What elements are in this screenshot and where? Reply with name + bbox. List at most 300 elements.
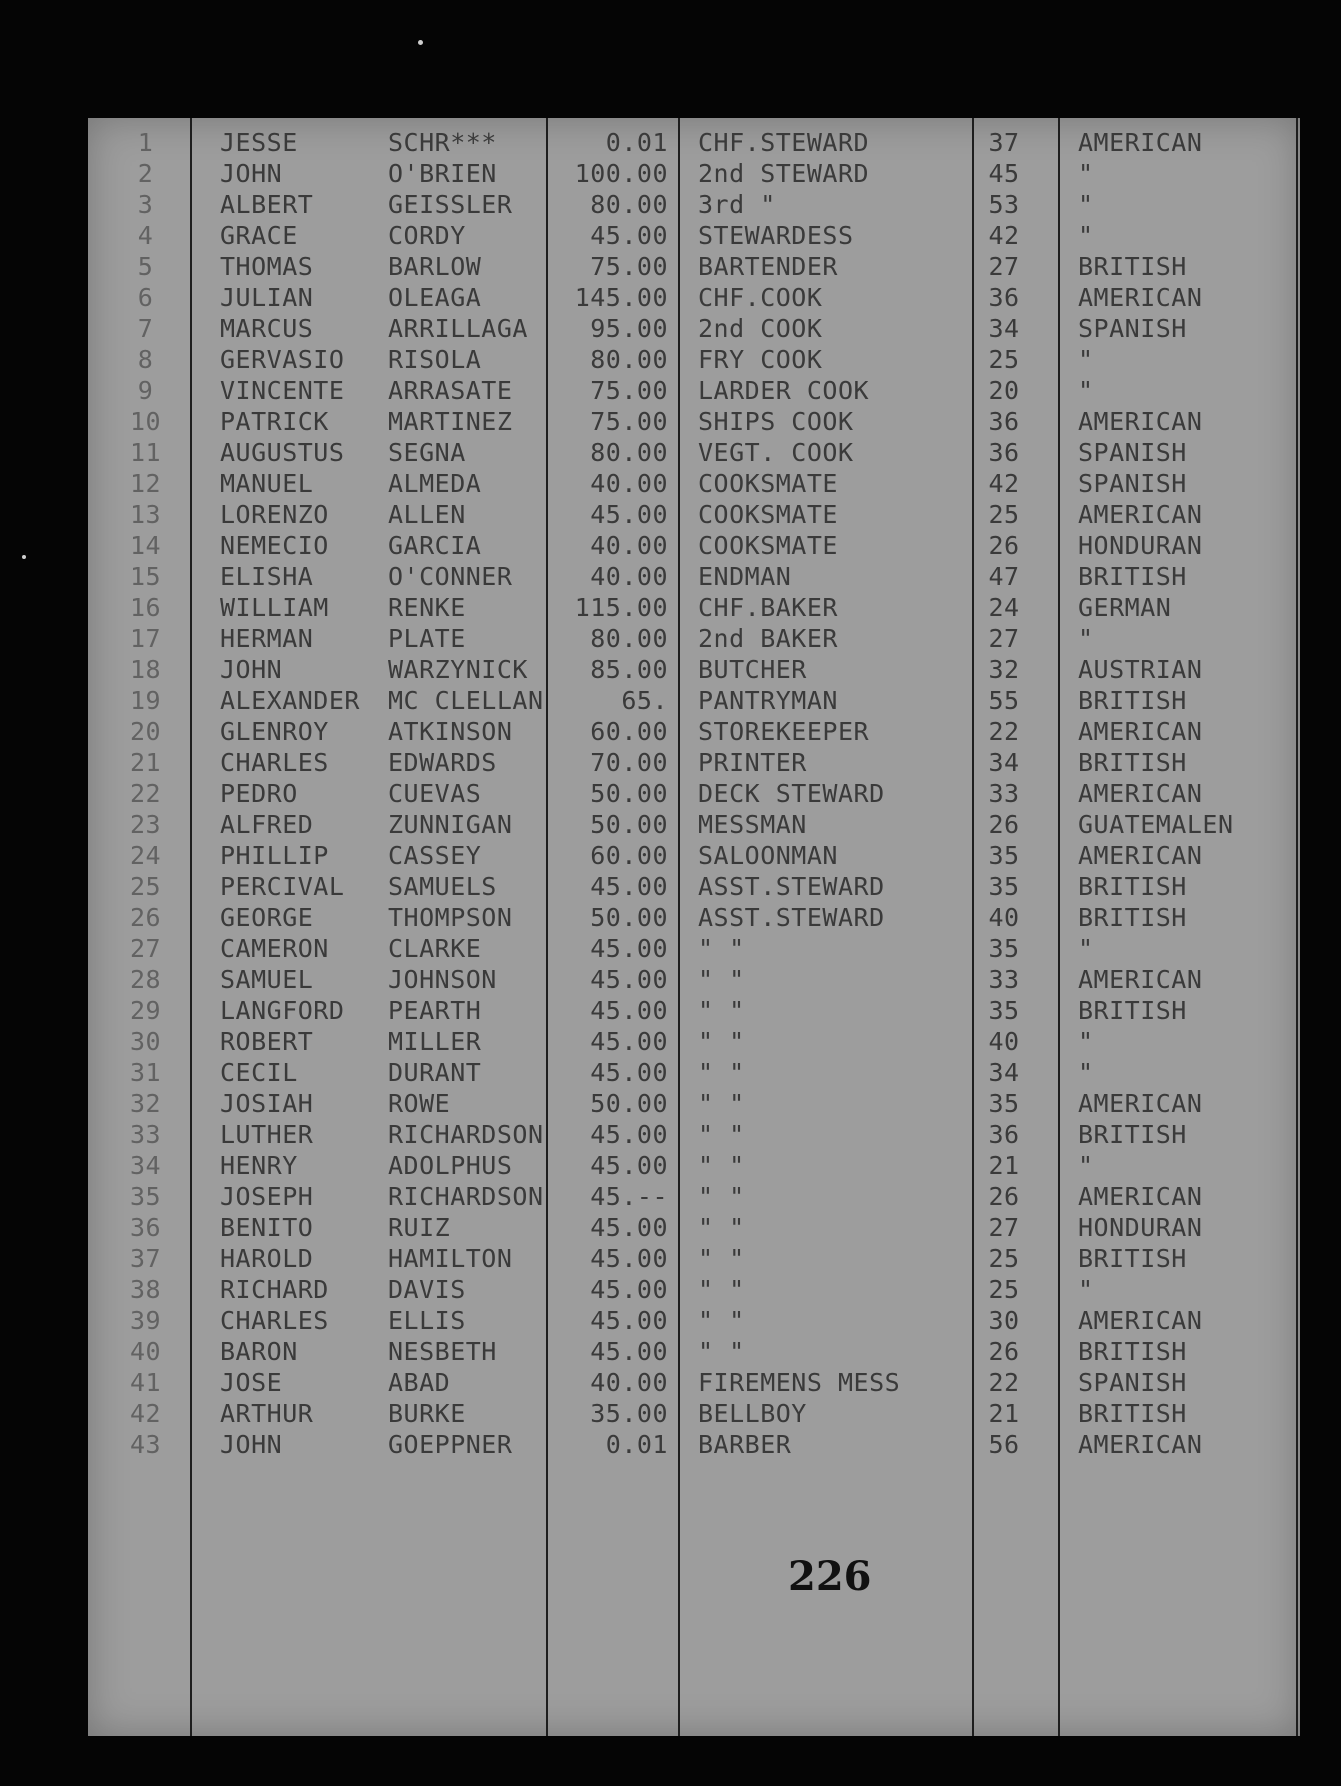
nationality: AMERICAN: [1078, 128, 1203, 157]
last-name: RICHARDSON: [388, 1120, 544, 1149]
nationality: AMERICAN: [1078, 717, 1203, 746]
row-number: 43: [129, 1430, 162, 1459]
last-name: DAVIS: [388, 1275, 466, 1304]
crew-row: [88, 531, 1300, 561]
nationality: AMERICAN: [1078, 283, 1203, 312]
nationality: BRITISH: [1078, 1244, 1187, 1273]
wage: 80.00: [590, 438, 668, 467]
wage: 40.00: [590, 531, 668, 560]
row-number: 32: [129, 1089, 162, 1118]
age: 35: [988, 996, 1020, 1025]
scan-speck: [22, 555, 26, 559]
last-name: ELLIS: [388, 1306, 466, 1335]
wage: 65.: [621, 686, 668, 715]
position: COOKSMATE: [698, 500, 838, 529]
crew-row: [88, 965, 1300, 995]
wage: 0.01: [605, 128, 668, 157]
last-name: ABAD: [388, 1368, 451, 1397]
first-name: GERVASIO: [220, 345, 345, 374]
first-name: PATRICK: [220, 407, 329, 436]
nationality: ": [1078, 376, 1094, 405]
wage: 45.00: [590, 872, 668, 901]
nationality: AUSTRIAN: [1078, 655, 1203, 684]
last-name: EDWARDS: [388, 748, 497, 777]
position: " ": [698, 996, 745, 1025]
crew-row: [88, 562, 1300, 592]
wage: 45.00: [590, 221, 668, 250]
first-name: GRACE: [220, 221, 298, 250]
crew-row: [88, 283, 1300, 313]
crew-row: [88, 996, 1300, 1026]
age: 30: [988, 1306, 1020, 1335]
crew-row: [88, 1368, 1300, 1398]
row-number: 14: [129, 531, 162, 560]
position: DECK STEWARD: [698, 779, 885, 808]
position: VEGT. COOK: [698, 438, 854, 467]
nationality: BRITISH: [1078, 562, 1187, 591]
position: STEWARDESS: [698, 221, 854, 250]
position: ENDMAN: [698, 562, 792, 591]
wage: 50.00: [590, 1089, 668, 1118]
first-name: PERCIVAL: [220, 872, 345, 901]
nationality: ": [1078, 1275, 1094, 1304]
nationality: HONDURAN: [1078, 1213, 1203, 1242]
row-number: 34: [129, 1151, 162, 1180]
wage: 45.--: [590, 1182, 668, 1211]
first-name: JOHN: [220, 159, 283, 188]
nationality: BRITISH: [1078, 903, 1187, 932]
first-name: HAROLD: [220, 1244, 314, 1273]
age: 26: [988, 531, 1020, 560]
first-name: CECIL: [220, 1058, 298, 1087]
row-number: 2: [137, 159, 154, 188]
crew-row: [88, 1151, 1300, 1181]
first-name: JOSE: [220, 1368, 283, 1397]
crew-row: [88, 469, 1300, 499]
wage: 45.00: [590, 1058, 668, 1087]
wage: 85.00: [590, 655, 668, 684]
first-name: AUGUSTUS: [220, 438, 345, 467]
row-number: 6: [137, 283, 154, 312]
row-number: 18: [129, 655, 162, 684]
age: 53: [988, 190, 1020, 219]
nationality: BRITISH: [1078, 686, 1187, 715]
crew-row: [88, 872, 1300, 902]
last-name: MARTINEZ: [388, 407, 513, 436]
age: 35: [988, 1089, 1020, 1118]
last-name: GARCIA: [388, 531, 482, 560]
row-number: 27: [129, 934, 162, 963]
first-name: JOSEPH: [220, 1182, 314, 1211]
age: 42: [988, 469, 1020, 498]
first-name: SAMUEL: [220, 965, 314, 994]
last-name: NESBETH: [388, 1337, 497, 1366]
first-name: WILLIAM: [220, 593, 329, 622]
first-name: LUTHER: [220, 1120, 314, 1149]
row-number: 9: [137, 376, 154, 405]
last-name: HAMILTON: [388, 1244, 513, 1273]
crew-row: [88, 1306, 1300, 1336]
last-name: GEISSLER: [388, 190, 513, 219]
first-name: BENITO: [220, 1213, 314, 1242]
first-name: ELISHA: [220, 562, 314, 591]
position: 2nd BAKER: [698, 624, 838, 653]
crew-row: [88, 1275, 1300, 1305]
age: 37: [988, 128, 1020, 157]
nationality: SPANISH: [1078, 314, 1187, 343]
row-number: 36: [129, 1213, 162, 1242]
wage: 45.00: [590, 996, 668, 1025]
position: " ": [698, 965, 745, 994]
age: 40: [988, 1027, 1020, 1056]
nationality: SPANISH: [1078, 438, 1187, 467]
nationality: AMERICAN: [1078, 779, 1203, 808]
first-name: LANGFORD: [220, 996, 345, 1025]
crew-row: [88, 1120, 1300, 1150]
nationality: BRITISH: [1078, 1120, 1187, 1149]
wage: 45.00: [590, 1244, 668, 1273]
wage: 35.00: [590, 1399, 668, 1428]
age: 26: [988, 1182, 1020, 1211]
position: PRINTER: [698, 748, 807, 777]
wage: 50.00: [590, 810, 668, 839]
last-name: ROWE: [388, 1089, 451, 1118]
row-number: 37: [129, 1244, 162, 1273]
position: BARBER: [698, 1430, 792, 1459]
nationality: GUATEMALEN: [1078, 810, 1234, 839]
nationality: ": [1078, 159, 1094, 188]
last-name: CASSEY: [388, 841, 482, 870]
position: " ": [698, 1089, 745, 1118]
crew-row: [88, 593, 1300, 623]
row-number: 13: [129, 500, 162, 529]
age: 33: [988, 965, 1020, 994]
nationality: ": [1078, 1027, 1094, 1056]
age: 20: [988, 376, 1020, 405]
crew-row: [88, 655, 1300, 685]
crew-row: [88, 407, 1300, 437]
position: " ": [698, 1120, 745, 1149]
row-number: 39: [129, 1306, 162, 1335]
nationality: BRITISH: [1078, 996, 1187, 1025]
wage: 45.00: [590, 1275, 668, 1304]
first-name: GLENROY: [220, 717, 329, 746]
first-name: JESSE: [220, 128, 298, 157]
age: 26: [988, 810, 1020, 839]
wage: 50.00: [590, 903, 668, 932]
nationality: BRITISH: [1078, 1399, 1187, 1428]
position: LARDER COOK: [698, 376, 870, 405]
nationality: BRITISH: [1078, 872, 1187, 901]
row-number: 7: [137, 314, 154, 343]
first-name: PHILLIP: [220, 841, 329, 870]
position: SALOONMAN: [698, 841, 838, 870]
age: 25: [988, 500, 1020, 529]
last-name: BARLOW: [388, 252, 482, 281]
nationality: AMERICAN: [1078, 841, 1203, 870]
crew-list-sheet: [88, 118, 1300, 1736]
crew-row: [88, 779, 1300, 809]
nationality: AMERICAN: [1078, 1306, 1203, 1335]
wage: 80.00: [590, 190, 668, 219]
first-name: PEDRO: [220, 779, 298, 808]
first-name: CAMERON: [220, 934, 329, 963]
age: 36: [988, 438, 1020, 467]
last-name: RUIZ: [388, 1213, 451, 1242]
last-name: ADOLPHUS: [388, 1151, 513, 1180]
position: " ": [698, 1337, 745, 1366]
row-number: 1: [137, 128, 154, 157]
wage: 80.00: [590, 345, 668, 374]
last-name: ATKINSON: [388, 717, 513, 746]
wage: 45.00: [590, 1027, 668, 1056]
nationality: AMERICAN: [1078, 407, 1203, 436]
position: " ": [698, 1182, 745, 1211]
crew-row: [88, 1027, 1300, 1057]
age: 21: [988, 1151, 1020, 1180]
age: 36: [988, 407, 1020, 436]
nationality: SPANISH: [1078, 1368, 1187, 1397]
position: " ": [698, 1027, 745, 1056]
nationality: ": [1078, 624, 1094, 653]
last-name: JOHNSON: [388, 965, 497, 994]
nationality: ": [1078, 1151, 1094, 1180]
wage: 40.00: [590, 469, 668, 498]
first-name: HENRY: [220, 1151, 298, 1180]
position: " ": [698, 1213, 745, 1242]
crew-row: [88, 686, 1300, 716]
wage: 60.00: [590, 717, 668, 746]
crew-row: [88, 624, 1300, 654]
position: 2nd STEWARD: [698, 159, 870, 188]
wage: 40.00: [590, 562, 668, 591]
age: 25: [988, 1244, 1020, 1273]
nationality: ": [1078, 345, 1094, 374]
first-name: THOMAS: [220, 252, 314, 281]
wage: 50.00: [590, 779, 668, 808]
wage: 75.00: [590, 252, 668, 281]
crew-row: [88, 748, 1300, 778]
crew-row: [88, 717, 1300, 747]
first-name: VINCENTE: [220, 376, 345, 405]
age: 56: [988, 1430, 1020, 1459]
wage: 0.01: [605, 1430, 668, 1459]
row-number: 40: [129, 1337, 162, 1366]
first-name: JOHN: [220, 655, 283, 684]
wage: 60.00: [590, 841, 668, 870]
age: 55: [988, 686, 1020, 715]
crew-row: [88, 1399, 1300, 1429]
crew-row: [88, 903, 1300, 933]
row-number: 3: [137, 190, 154, 219]
position: 2nd COOK: [698, 314, 823, 343]
crew-row: [88, 500, 1300, 530]
row-number: 30: [129, 1027, 162, 1056]
first-name: ALFRED: [220, 810, 314, 839]
age: 36: [988, 283, 1020, 312]
row-number: 4: [137, 221, 154, 250]
crew-row: [88, 221, 1300, 251]
nationality: ": [1078, 934, 1094, 963]
age: 33: [988, 779, 1020, 808]
row-number: 33: [129, 1120, 162, 1149]
row-number: 31: [129, 1058, 162, 1087]
nationality: AMERICAN: [1078, 500, 1203, 529]
age: 45: [988, 159, 1020, 188]
row-number: 5: [137, 252, 154, 281]
wage: 70.00: [590, 748, 668, 777]
age: 27: [988, 1213, 1020, 1242]
nationality: HONDURAN: [1078, 531, 1203, 560]
wage: 75.00: [590, 407, 668, 436]
age: 22: [988, 717, 1020, 746]
wage: 115.00: [574, 593, 668, 622]
first-name: CHARLES: [220, 1306, 329, 1335]
nationality: ": [1078, 221, 1094, 250]
age: 35: [988, 841, 1020, 870]
position: FIREMENS MESS: [698, 1368, 901, 1397]
row-number: 19: [129, 686, 162, 715]
last-name: SEGNA: [388, 438, 466, 467]
first-name: JOHN: [220, 1430, 283, 1459]
crew-row: [88, 841, 1300, 871]
crew-row: [88, 128, 1300, 158]
nationality: GERMAN: [1078, 593, 1172, 622]
position: MESSMAN: [698, 810, 807, 839]
position: CHF.STEWARD: [698, 128, 870, 157]
row-number: 22: [129, 779, 162, 808]
position: BUTCHER: [698, 655, 807, 684]
position: COOKSMATE: [698, 531, 838, 560]
age: 21: [988, 1399, 1020, 1428]
last-name: ZUNNIGAN: [388, 810, 513, 839]
last-name: RENKE: [388, 593, 466, 622]
wage: 45.00: [590, 500, 668, 529]
last-name: SAMUELS: [388, 872, 497, 901]
crew-row: [88, 376, 1300, 406]
nationality: AMERICAN: [1078, 1089, 1203, 1118]
age: 40: [988, 903, 1020, 932]
position: SHIPS COOK: [698, 407, 854, 436]
nationality: BRITISH: [1078, 748, 1187, 777]
age: 47: [988, 562, 1020, 591]
first-name: ALEXANDER: [220, 686, 360, 715]
wage: 145.00: [574, 283, 668, 312]
last-name: DURANT: [388, 1058, 482, 1087]
crew-row: [88, 1182, 1300, 1212]
age: 34: [988, 1058, 1020, 1087]
age: 42: [988, 221, 1020, 250]
crew-row: [88, 1213, 1300, 1243]
last-name: THOMPSON: [388, 903, 513, 932]
row-number: 28: [129, 965, 162, 994]
position: 3rd ": [698, 190, 776, 219]
last-name: RISOLA: [388, 345, 482, 374]
wage: 75.00: [590, 376, 668, 405]
position: BARTENDER: [698, 252, 838, 281]
position: " ": [698, 1306, 745, 1335]
row-number: 42: [129, 1399, 162, 1428]
wage: 45.00: [590, 1213, 668, 1242]
crew-row: [88, 1244, 1300, 1274]
row-number: 20: [129, 717, 162, 746]
row-number: 26: [129, 903, 162, 932]
age: 27: [988, 252, 1020, 281]
position: ASST.STEWARD: [698, 872, 885, 901]
crew-row: [88, 190, 1300, 220]
nationality: ": [1078, 190, 1094, 219]
row-number: 8: [137, 345, 154, 374]
age: 25: [988, 345, 1020, 374]
nationality: AMERICAN: [1078, 965, 1203, 994]
crew-row: [88, 934, 1300, 964]
row-number: 29: [129, 996, 162, 1025]
row-number: 10: [129, 407, 162, 436]
row-number: 35: [129, 1182, 162, 1211]
wage: 45.00: [590, 1151, 668, 1180]
position: CHF.COOK: [698, 283, 823, 312]
position: COOKSMATE: [698, 469, 838, 498]
wage: 100.00: [574, 159, 668, 188]
last-name: MC CLELLAN: [388, 686, 544, 715]
first-name: MARCUS: [220, 314, 314, 343]
first-name: ROBERT: [220, 1027, 314, 1056]
age: 22: [988, 1368, 1020, 1397]
last-name: O'BRIEN: [388, 159, 497, 188]
last-name: GOEPPNER: [388, 1430, 513, 1459]
crew-row: [88, 1430, 1300, 1460]
scan-speck: [418, 40, 423, 45]
nationality: ": [1078, 1058, 1094, 1087]
last-name: ALMEDA: [388, 469, 482, 498]
nationality: BRITISH: [1078, 252, 1187, 281]
crew-row: [88, 438, 1300, 468]
age: 27: [988, 624, 1020, 653]
last-name: O'CONNER: [388, 562, 513, 591]
position: PANTRYMAN: [698, 686, 838, 715]
last-name: CUEVAS: [388, 779, 482, 808]
age: 25: [988, 1275, 1020, 1304]
first-name: JOSIAH: [220, 1089, 314, 1118]
last-name: SCHR***: [388, 128, 497, 157]
wage: 45.00: [590, 1306, 668, 1335]
crew-row: [88, 1058, 1300, 1088]
last-name: CORDY: [388, 221, 466, 250]
position: STOREKEEPER: [698, 717, 870, 746]
age: 34: [988, 314, 1020, 343]
last-name: MILLER: [388, 1027, 482, 1056]
first-name: NEMECIO: [220, 531, 329, 560]
last-name: CLARKE: [388, 934, 482, 963]
row-number: 15: [129, 562, 162, 591]
position: CHF.BAKER: [698, 593, 838, 622]
position: " ": [698, 934, 745, 963]
last-name: ARRILLAGA: [388, 314, 528, 343]
first-name: RICHARD: [220, 1275, 329, 1304]
row-number: 38: [129, 1275, 162, 1304]
crew-row: [88, 159, 1300, 189]
wage: 45.00: [590, 1337, 668, 1366]
crew-row: [88, 1337, 1300, 1367]
last-name: PLATE: [388, 624, 466, 653]
nationality: AMERICAN: [1078, 1430, 1203, 1459]
row-number: 12: [129, 469, 162, 498]
first-name: BARON: [220, 1337, 298, 1366]
position: " ": [698, 1275, 745, 1304]
row-number: 17: [129, 624, 162, 653]
first-name: JULIAN: [220, 283, 314, 312]
row-number: 41: [129, 1368, 162, 1397]
